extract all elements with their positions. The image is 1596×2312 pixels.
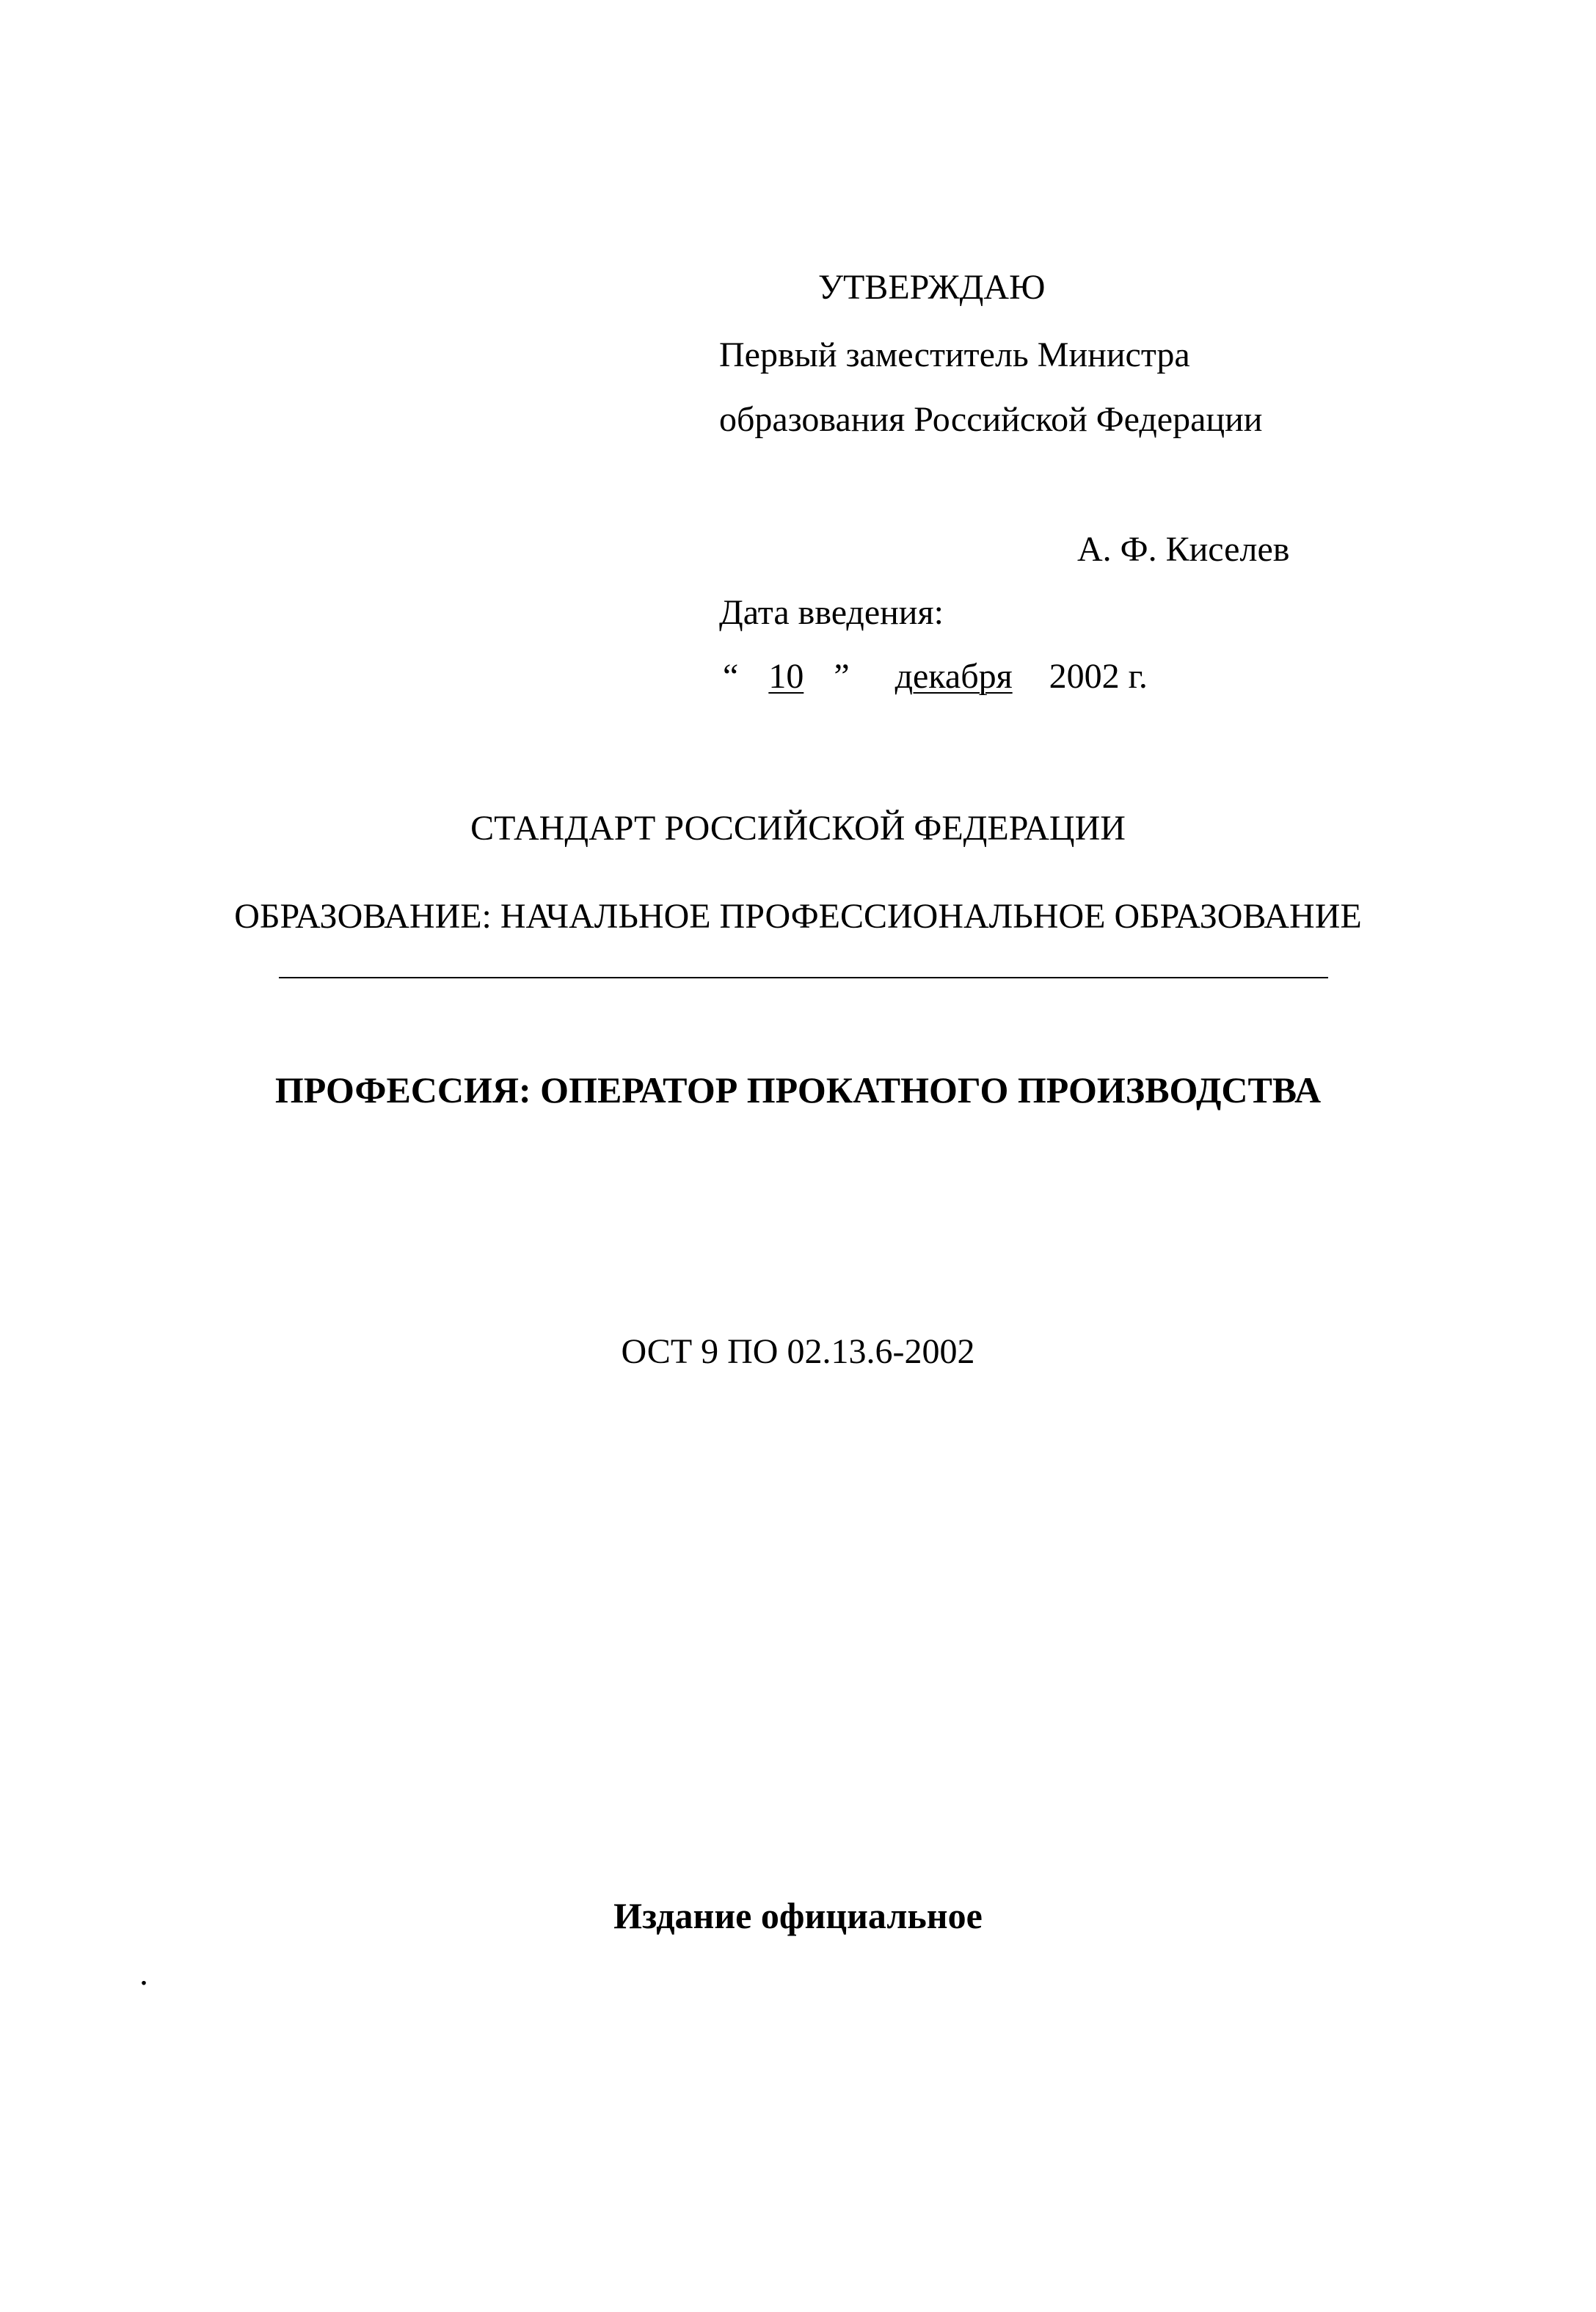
profession-title: ПРОФЕССИЯ: ОПЕРАТОР ПРОКАТНОГО ПРОИЗВОДСТВА xyxy=(274,1069,1322,1110)
standard-title: СТАНДАРТ РОССИЙСКОЙ ФЕДЕРАЦИИ xyxy=(470,809,1126,848)
approval-heading: УТВЕРЖДАЮ xyxy=(818,268,1046,307)
introduction-date-label: Дата введения: xyxy=(719,593,944,632)
date-year: 2002 г. xyxy=(1049,657,1148,696)
approval-position-line-2: образования Российской Федерации xyxy=(719,400,1263,439)
standard-code: ОСТ 9 ПО 02.13.6-2002 xyxy=(621,1332,975,1371)
date-close-quote: ” xyxy=(834,657,850,696)
education-category: ОБРАЗОВАНИЕ: НАЧАЛЬНОЕ ПРОФЕССИОНАЛЬНОЕ ОБРАЗОВАНИЕ xyxy=(234,897,1362,936)
stray-mark: . xyxy=(139,1954,148,1993)
signatory-name: А. Ф. Киселев xyxy=(1077,530,1290,569)
date-open-quote: “ xyxy=(723,657,739,696)
approval-position-line-1: Первый заместитель Министра xyxy=(719,335,1190,374)
date-day: 10 xyxy=(768,657,804,696)
edition-label: Издание официальное xyxy=(613,1895,983,1936)
introduction-date xyxy=(723,659,1148,694)
horizontal-divider xyxy=(279,977,1328,978)
date-month: декабря xyxy=(894,657,1013,696)
